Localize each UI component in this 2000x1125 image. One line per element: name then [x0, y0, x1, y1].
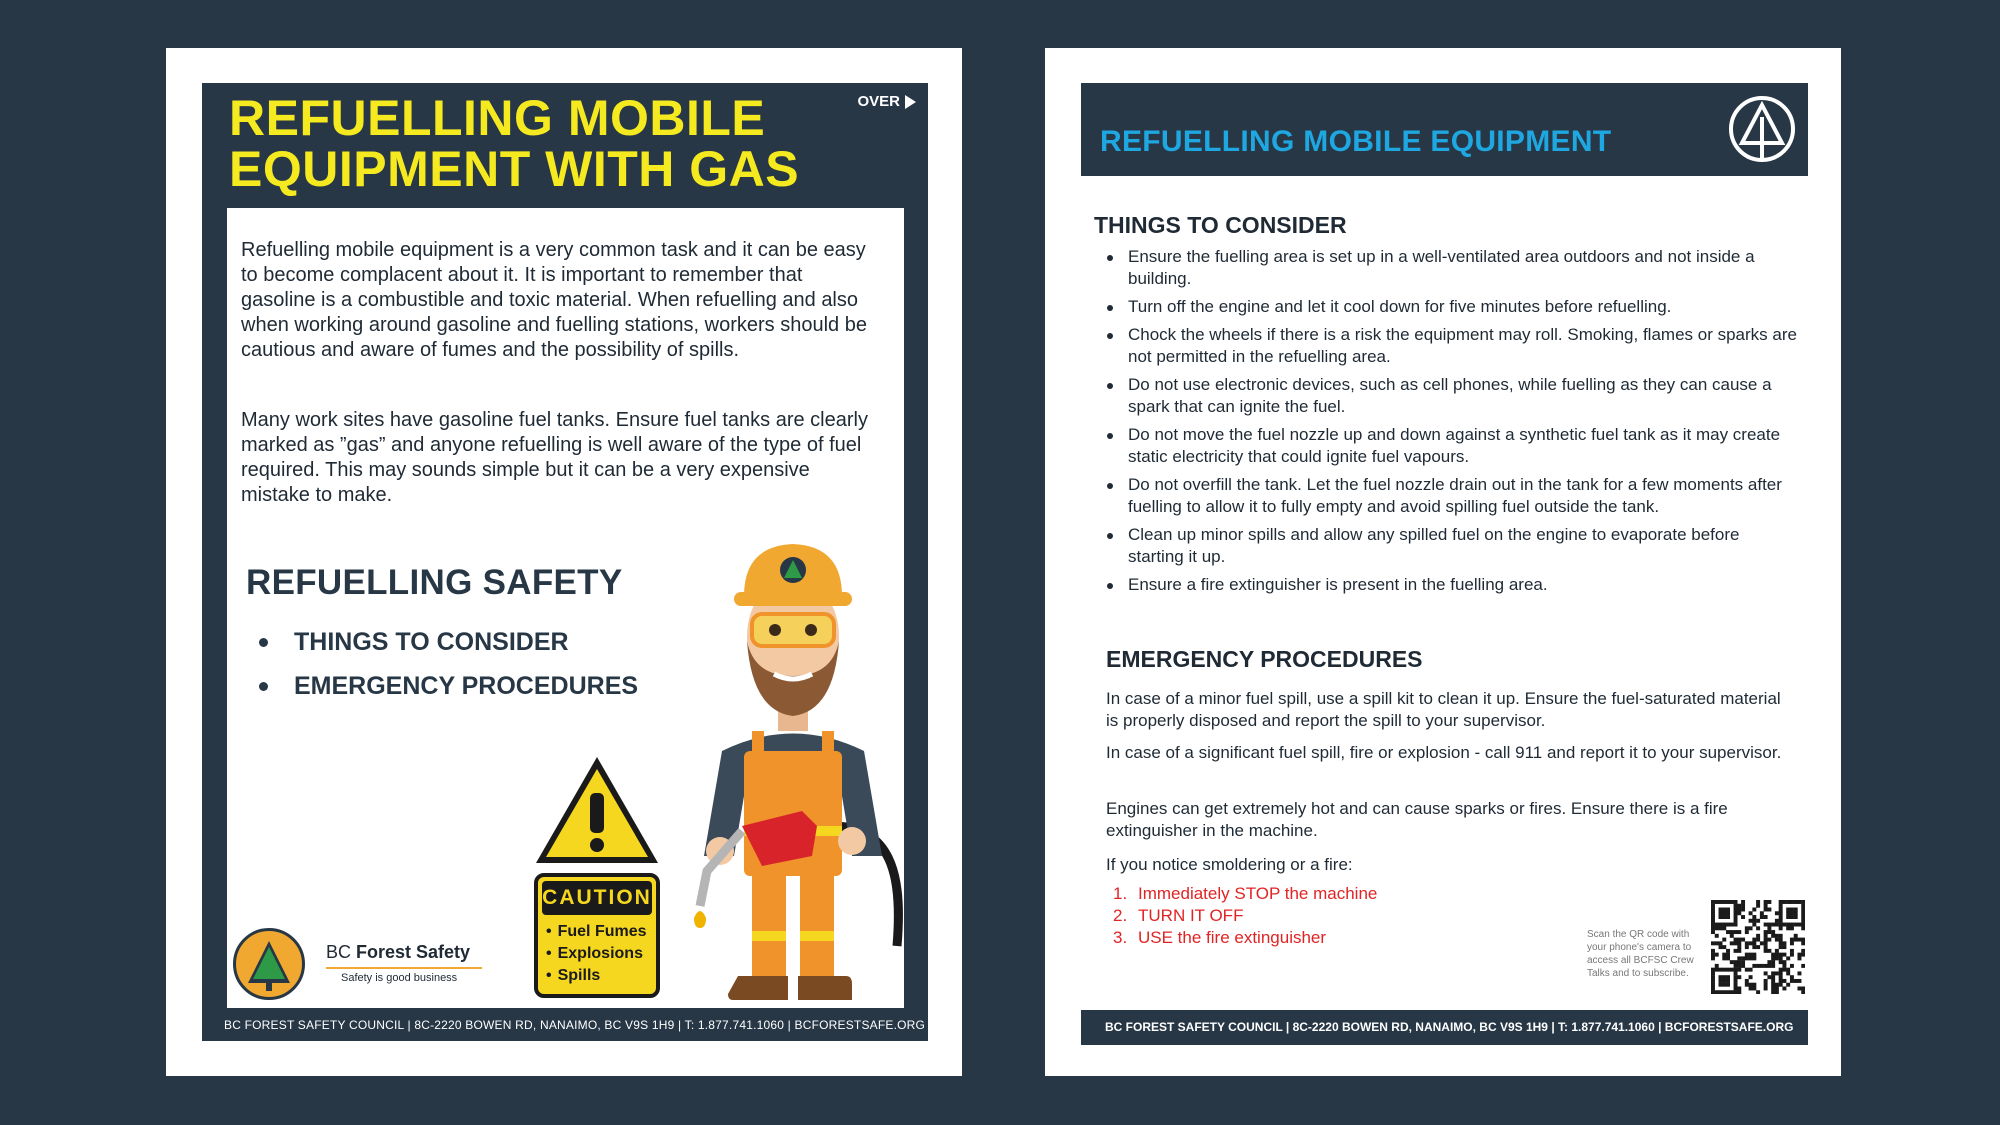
bullet-icon [259, 638, 268, 647]
caution-item: • Spills [546, 965, 656, 987]
list-item: Ensure a fire extinguisher is present in the fuelling area. [1107, 574, 1797, 596]
page-two-footer-bar [1081, 1010, 1808, 1045]
step-number: 2. [1113, 906, 1128, 925]
list-item: Do not overfill the tank. Let the fuel nozzle drain out in the tank for a few moments after fuelling to allow it to fully empty and avoid spilling fuel outside the tank. [1107, 474, 1797, 518]
page-one-frame [202, 83, 928, 1041]
list-item: Chock the wheels if there is a risk the equipment may roll. Smoking, flames or sparks are not permitted in the refuelling area. [1107, 324, 1797, 368]
caution-item: • Fuel Fumes [546, 921, 656, 943]
significant-spill-paragraph: In case of a significant fuel spill, fire or explosion - call 911 and report it to your supervisor. [1106, 743, 1782, 762]
warning-triangle-icon [532, 753, 662, 868]
safety-topics-list [259, 628, 638, 716]
page-two-footer: BC FOREST SAFETY COUNCIL | 8C-2220 BOWEN RD, NANAIMO, BC V9S 1H9 | T: 1.877.741.1060 | BCFORESTSAFE.ORG [1105, 1020, 1794, 1034]
things-to-consider-heading: THINGS TO CONSIDER [1094, 212, 1347, 238]
page-one-footer: BC FOREST SAFETY COUNCIL | 8C-2220 BOWEN RD, NANAIMO, BC V9S 1H9 | T: 1.877.741.1060 | BCFORESTSAFE.ORG [224, 1018, 926, 1032]
fire-steps-list [1113, 883, 1377, 949]
fuel-tank-paragraph: Many work sites have gasoline fuel tanks. Ensure fuel tanks are clearly marked as ”gas” and anyone refuelling is well aware of the type of fuel required. This may sounds simple but it can be a very expensive mistake to make. [241, 409, 868, 506]
over-link[interactable] [857, 93, 916, 110]
fire-step [1113, 883, 1377, 905]
fire-step [1113, 905, 1377, 927]
page-two-title: REFUELLING MOBILE EQUIPMENT [1100, 125, 1612, 158]
things-to-consider-list [1107, 246, 1797, 602]
safety-topic-item [259, 672, 638, 701]
safety-topic-label: THINGS TO CONSIDER [294, 628, 569, 656]
step-text: Immediately STOP the machine [1138, 884, 1378, 903]
logo-name [326, 942, 470, 963]
caution-sign [534, 873, 660, 998]
list-item: Ensure the fuelling area is set up in a well-ventilated area outdoors and not inside a building. [1107, 246, 1797, 290]
list-item: Clean up minor spills and allow any spilled fuel on the engine to evaporate before starting it up. [1107, 524, 1797, 568]
worker-illustration-icon [682, 526, 904, 1008]
page-two-header [1081, 83, 1808, 176]
engine-heat-paragraph: Engines can get extremely hot and can cause sparks or fires. Ensure there is a fire extinguisher in the machine. [1106, 799, 1728, 840]
qr-code-icon[interactable] [1711, 900, 1805, 994]
list-item: Do not move the fuel nozzle up and down against a synthetic fuel tank as it may create static electricity that could ignite fuel vapours. [1107, 424, 1797, 468]
page-one-title [229, 90, 829, 197]
fire-step [1113, 927, 1377, 949]
page-one [166, 48, 962, 1076]
page-two [1045, 48, 1841, 1076]
step-text: USE the fire extinguisher [1138, 928, 1327, 947]
bullet-icon [259, 682, 268, 691]
qr-caption: Scan the QR code with your phone's camera to access all BCFSC Crew Talks and to subscribe. [1587, 929, 1694, 979]
logo-tagline: Safety is good business [341, 972, 458, 984]
list-item: Turn off the engine and let it cool down for five minutes before refuelling. [1107, 296, 1797, 318]
logo-name-regular: BC [326, 942, 357, 962]
play-arrow-icon [905, 95, 916, 109]
caution-heading: CAUTION [542, 881, 652, 915]
intro-paragraph: Refuelling mobile equipment is a very common task and it can be easy to become complacent about it. It is important to remember that gasoline is a combustible and toxic material. When refuelling and also when working around gasoline and fuelling stations, workers should be cautious and aware of fumes and the possibility of spills. [241, 239, 867, 361]
step-number: 3. [1113, 928, 1128, 947]
safety-topic-label: EMERGENCY PROCEDURES [294, 672, 639, 700]
page-one-content [227, 208, 904, 1008]
list-item: Do not use electronic devices, such as cell phones, while fuelling as they can cause a spark that can ignite the fuel. [1107, 374, 1797, 418]
step-text: TURN IT OFF [1138, 906, 1244, 925]
tree-logo-icon [233, 928, 305, 1000]
safety-heading: REFUELLING SAFETY [246, 563, 623, 602]
minor-spill-paragraph: In case of a minor fuel spill, use a spill kit to clean it up. Ensure the fuel-saturated material is properly disposed and report the spill to your supervisor. [1106, 689, 1781, 730]
caution-item: • Explosions [546, 943, 656, 965]
smoldering-intro: If you notice smoldering or a fire: [1106, 855, 1353, 874]
logo-divider [326, 967, 482, 969]
step-number: 1. [1113, 884, 1128, 903]
safety-topic-item [259, 628, 638, 657]
tree-circle-logo-icon [1726, 93, 1798, 165]
emergency-procedures-heading: EMERGENCY PROCEDURES [1106, 646, 1423, 672]
bc-forest-safety-logo [233, 928, 493, 1008]
caution-list [538, 921, 656, 987]
title-line-2: EQUIPMENT WITH GAS [229, 141, 800, 197]
logo-name-bold: Forest Safety [356, 942, 471, 962]
title-line-1: REFUELLING MOBILE [229, 90, 766, 146]
over-label: OVER [857, 93, 900, 110]
